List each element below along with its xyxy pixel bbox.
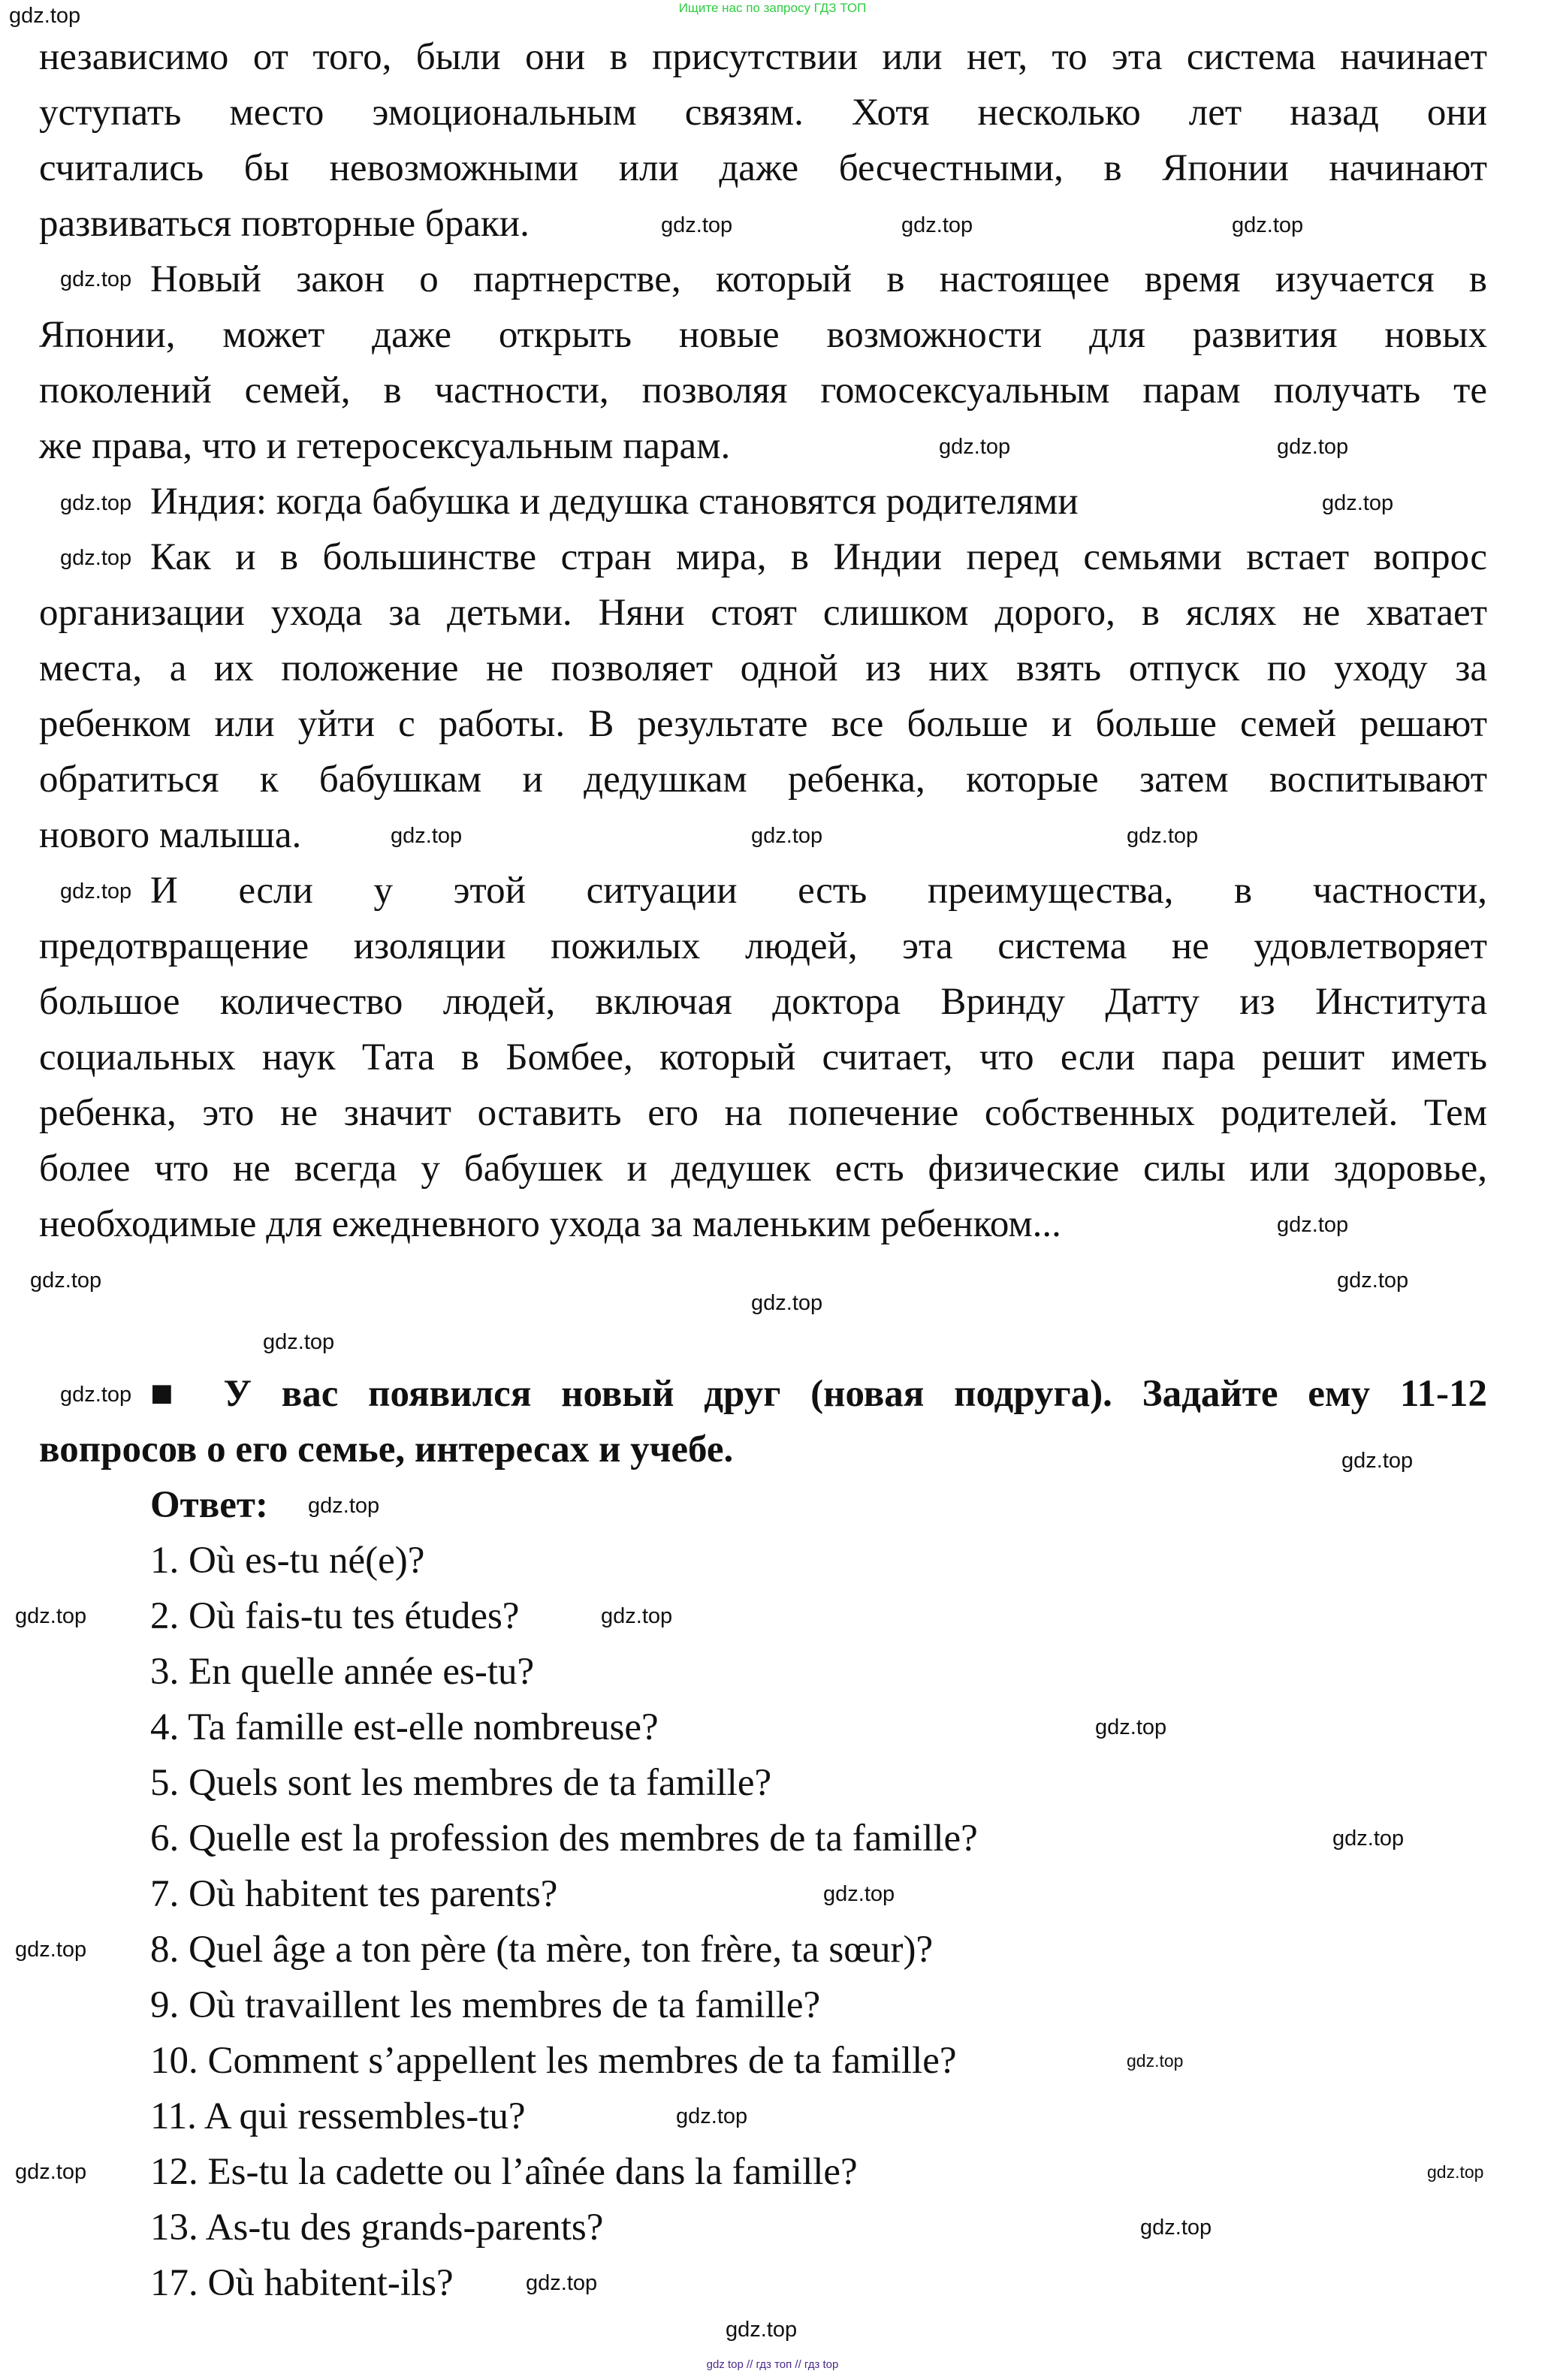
watermark: gdz.top (60, 546, 132, 570)
watermark: gdz.top (15, 1938, 87, 1962)
watermark: gdz.top (751, 824, 823, 848)
answer-item: 4. Ta famille est-elle nombreuse? (150, 1706, 659, 1748)
top-banner[interactable]: Ищите нас по запросу ГДЗ ТОП (678, 1, 867, 15)
watermark: gdz.top (676, 2104, 748, 2128)
watermark: gdz.top (15, 2160, 87, 2184)
answer-item: 9. Où travaillent les membres de ta famille? (150, 1984, 821, 2026)
watermark: gdz.top (901, 213, 973, 237)
watermark: gdz.top (60, 267, 132, 291)
watermark: gdz.top (939, 435, 1011, 459)
text-line: ребенком или уйти с работы. В результате все больше и больше семей решают (39, 703, 1487, 745)
answer-label: Ответ: (150, 1484, 268, 1526)
task-heading: вопросов о его семье, интересах и учебе. (39, 1428, 734, 1471)
text-line: Индия: когда бабушка и дедушка становятся родителями (150, 481, 1079, 523)
watermark: gdz.top (823, 1882, 895, 1906)
watermark: gdz.top (661, 213, 733, 237)
answer-item: 6. Quelle est la profession des membres de ta famille? (150, 1817, 978, 1860)
watermark: gdz.top (601, 1604, 673, 1628)
watermark: gdz.top (1277, 1213, 1349, 1237)
text-line: же права, что и гетеросексуальным парам. (39, 425, 731, 467)
text-line: независимо от того, были они в присутствии или нет, то эта система начинает (39, 36, 1487, 78)
text-line: И если у этой ситуации есть преимущества, в частности, (150, 870, 1487, 912)
watermark: gdz.top (1095, 1715, 1167, 1739)
watermark: gdz.top (1127, 824, 1199, 848)
answer-item: 11. A qui ressembles-tu? (150, 2095, 526, 2137)
watermark: gdz.top (1427, 2162, 1484, 2182)
text-line: развиваться повторные браки. (39, 203, 530, 245)
answer-item: 5. Quels sont les membres de ta famille? (150, 1762, 772, 1804)
text-line: места, а их положение не позволяет одной из них взять отпуск по уходу за (39, 647, 1487, 689)
text-line: Как и в большинстве стран мира, в Индии перед семьями встает вопрос (150, 536, 1487, 578)
text-line: обратиться к бабушкам и дедушкам ребенка, которые затем воспитывают (39, 759, 1487, 801)
watermark: gdz.top (15, 1604, 87, 1628)
watermark: gdz.top (1232, 213, 1304, 237)
watermark: gdz.top (1127, 2051, 1184, 2071)
text-line: Японии, может даже открыть новые возможности для развития новых (39, 314, 1487, 356)
watermark: gdz.top (60, 491, 132, 515)
text-line: необходимые для ежедневного ухода за маленьким ребенком... (39, 1203, 1061, 1245)
answer-item: 1. Où es-tu né(e)? (150, 1540, 425, 1582)
watermark: gdz.top (1277, 435, 1349, 459)
footer-links[interactable]: gdz top // гдз топ // гдз top (706, 2358, 839, 2371)
text-line: считались бы невозможными или даже бесчестными, в Японии начинают (39, 147, 1487, 189)
answer-item: 2. Où fais-tu tes études? (150, 1595, 520, 1637)
watermark: gdz.top (263, 1330, 335, 1354)
watermark: gdz.top (1322, 491, 1394, 515)
text-line: ребенка, это не значит оставить его на попечение собственных родителей. Тем (39, 1092, 1487, 1134)
answer-item: 13. As-tu des grands-parents? (150, 2207, 604, 2249)
answer-item: 10. Comment s’appellent les membres de ta famille? (150, 2040, 957, 2082)
watermark: gdz.top (60, 1383, 132, 1407)
answer-item: 8. Quel âge a ton père (ta mère, ton frère, ta sœur)? (150, 1929, 934, 1971)
watermark: gdz.top (1341, 1449, 1414, 1473)
watermark: gdz.top (9, 4, 81, 28)
watermark: gdz.top (526, 2271, 598, 2295)
text-line: социальных наук Тата в Бомбее, который считает, что если пара решит иметь (39, 1036, 1487, 1078)
watermark: gdz.top (60, 879, 132, 903)
watermark: gdz.top (391, 824, 463, 848)
watermark: gdz.top (1140, 2216, 1212, 2240)
watermark: gdz.top (1337, 1268, 1409, 1293)
watermark: gdz.top (726, 2318, 798, 2342)
text-line: большое количество людей, включая доктора Вринду Датту из Института (39, 981, 1487, 1023)
answer-item: 7. Où habitent tes parents? (150, 1873, 558, 1915)
text-line: более что не всегда у бабушек и дедушек есть физические силы или здоровье, (39, 1148, 1487, 1190)
text-line: уступать место эмоциональным связям. Хотя несколько лет назад они (39, 92, 1487, 134)
watermark: gdz.top (751, 1291, 823, 1315)
answer-item: 12. Es-tu la cadette ou l’aînée dans la famille? (150, 2151, 858, 2193)
answer-item: 17. Où habitent-ils? (150, 2262, 454, 2304)
text-line: предотвращение изоляции пожилых людей, эта система не удовлетворяет (39, 925, 1487, 967)
watermark: gdz.top (30, 1268, 102, 1293)
task-heading: ■ У вас появился новый друг (новая подруга). Задайте ему 11-12 (150, 1373, 1487, 1415)
text-line: Новый закон о партнерстве, который в настоящее время изучается в (150, 258, 1487, 300)
answer-item: 3. En quelle année es-tu? (150, 1651, 535, 1693)
watermark: gdz.top (1332, 1826, 1405, 1851)
text-line: поколений семей, в частности, позволяя гомосексуальным парам получать те (39, 370, 1487, 412)
watermark: gdz.top (308, 1494, 380, 1518)
text-line: нового малыша. (39, 814, 302, 856)
text-line: организации ухода за детьми. Няни стоят слишком дорого, в яслях не хватает (39, 592, 1487, 634)
